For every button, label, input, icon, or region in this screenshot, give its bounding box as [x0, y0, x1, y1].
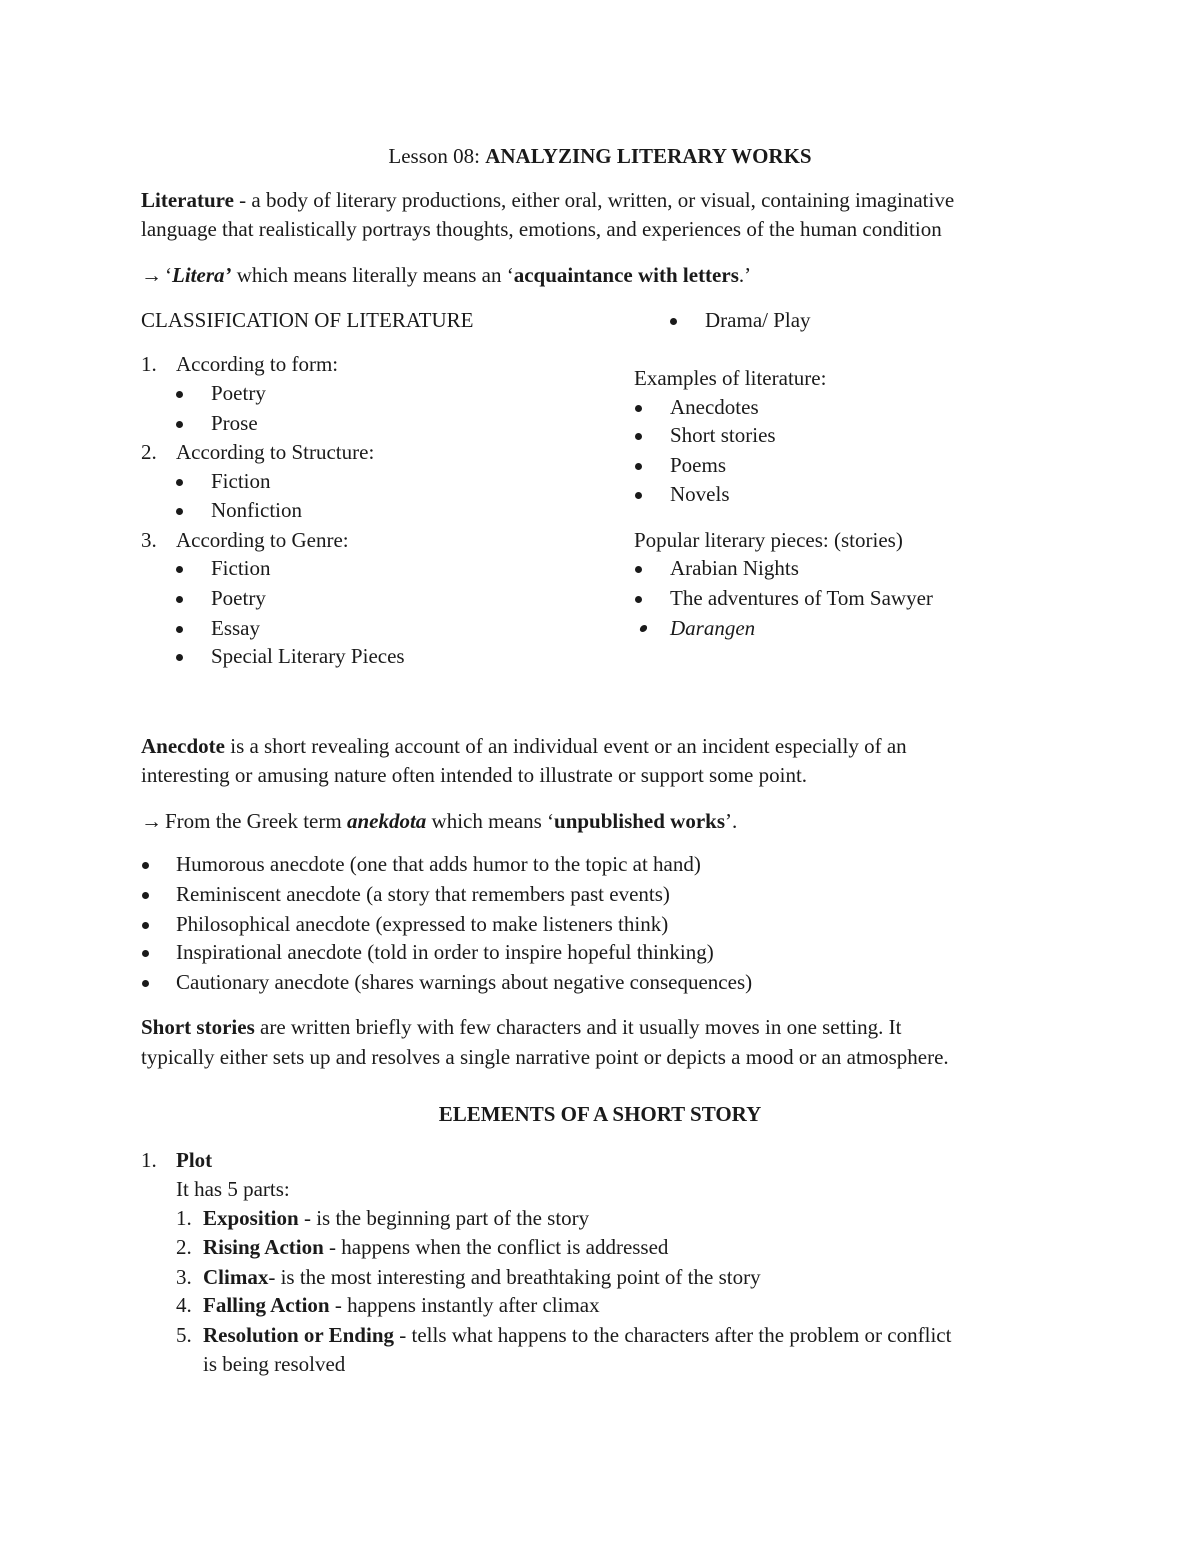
plot-part — [203, 1263, 761, 1292]
bullet-icon — [635, 566, 642, 573]
plot-part-term: Resolution or Ending — [203, 1323, 394, 1347]
right-arrow-icon: → — [141, 263, 162, 287]
bullet-icon — [176, 421, 183, 428]
group-3-label: According to Genre: — [176, 528, 349, 552]
plot-part-term: Falling Action — [203, 1293, 330, 1317]
elements-heading — [0, 1100, 1200, 1129]
bullet-icon — [635, 463, 642, 470]
plot-part-term: Rising Action — [203, 1235, 324, 1259]
plot-part-desc: - happens when the conflict is addressed — [323, 1235, 669, 1259]
title-main: ANALYZING LITERARY WORKS — [485, 144, 812, 168]
anekdota-mid: which means ‘ — [426, 809, 555, 833]
popular-heading: Popular literary pieces: (stories) — [634, 528, 903, 552]
anecdote-type: Philosophical anecdote (expressed to make listeners think) — [176, 912, 669, 936]
litera-open: ‘ — [165, 263, 172, 287]
plot-part-num: 5. — [176, 1323, 192, 1347]
plot-part-desc: - happens instantly after climax — [329, 1293, 600, 1317]
group-1-label: According to form: — [176, 352, 339, 376]
group-3-item: Special Literary Pieces — [211, 644, 405, 668]
examples-item: Novels — [670, 482, 730, 506]
group-3-item: Fiction — [211, 556, 271, 580]
plot-num: 1. — [141, 1148, 157, 1172]
plot-part-desc: - tells what happens to the characters after the problem or conflict — [394, 1323, 952, 1347]
litera-bold: acquaintance with letters — [513, 263, 739, 287]
literature-definition-line1 — [141, 186, 954, 215]
anekdota-end: ’. — [725, 809, 738, 833]
anecdote-type: Inspirational anecdote (told in order to inspire hopeful thinking) — [176, 940, 714, 964]
plot-part-desc: - is the beginning part of the story — [298, 1206, 590, 1230]
page-title — [0, 142, 1200, 171]
bullet-icon — [635, 596, 642, 603]
plot-part-desc: - is the most interesting and breathtaking point of the story — [268, 1265, 761, 1289]
group-2-num: 2. — [141, 440, 157, 464]
anekdota-term: anekdota — [346, 809, 427, 833]
bullet-icon — [142, 922, 149, 929]
plot-part — [203, 1233, 668, 1262]
classification-heading: CLASSIFICATION OF LITERATURE — [141, 308, 474, 332]
bullet-icon — [639, 625, 648, 632]
group-1-item: Prose — [211, 411, 258, 435]
title-prefix: Lesson 08: — [388, 144, 486, 168]
bullet-icon — [176, 596, 183, 603]
anecdote-text1: is a short revealing account of an individual event or an incident especially of an — [224, 734, 907, 758]
group-3-item: Drama/ Play — [705, 308, 811, 332]
plot-part-num: 4. — [176, 1293, 192, 1317]
bullet-icon — [635, 492, 642, 499]
group-2-item: Fiction — [211, 469, 271, 493]
litera-close: .’ — [738, 263, 752, 287]
plot-part-num: 2. — [176, 1235, 192, 1259]
short-stories-line1 — [141, 1013, 1057, 1042]
literature-term: Literature — [141, 188, 234, 212]
bullet-icon — [176, 566, 183, 573]
bullet-icon — [176, 391, 183, 398]
group-1-item: Poetry — [211, 381, 266, 405]
literature-def-text1: - a body of literary productions, either oral, written, or visual, containing imaginative — [233, 188, 955, 212]
plot-intro: It has 5 parts: — [176, 1177, 290, 1201]
plot-part — [203, 1291, 600, 1320]
bullet-icon — [635, 405, 642, 412]
plot-part — [203, 1321, 951, 1350]
bullet-icon — [635, 433, 642, 440]
anecdote-line1 — [141, 732, 1057, 761]
bullet-icon — [176, 479, 183, 486]
literature-definition-line2: language that realistically portrays thoughts, emotions, and experiences of the human condition — [141, 217, 942, 241]
plot-part-num: 1. — [176, 1206, 192, 1230]
popular-item: Arabian Nights — [670, 556, 799, 580]
popular-item: Darangen — [670, 616, 756, 640]
bullet-icon — [142, 862, 149, 869]
bullet-icon — [142, 980, 149, 987]
plot-part — [203, 1204, 589, 1233]
bullet-icon — [176, 508, 183, 515]
group-3-num: 3. — [141, 528, 157, 552]
litera-note — [141, 261, 751, 290]
bullet-icon — [670, 318, 677, 325]
plot-part-continuation: is being resolved — [203, 1352, 346, 1376]
group-3-item: Poetry — [211, 586, 266, 610]
plot-part-term: Climax — [203, 1265, 269, 1289]
short-stories-text1: are written briefly with few characters and it usually moves in one setting. It — [254, 1015, 902, 1039]
anekdota-note — [141, 807, 737, 836]
anekdota-bold: unpublished works — [554, 809, 726, 833]
plot-label — [176, 1146, 212, 1175]
short-stories-line2: typically either sets up and resolves a single narrative point or depicts a mood or an atmosphere. — [141, 1045, 949, 1069]
anecdote-type: Reminiscent anecdote (a story that remembers past events) — [176, 882, 670, 906]
bullet-icon — [142, 892, 149, 899]
litera-mid: which means literally means an ‘ — [231, 263, 514, 287]
elements-heading-text: ELEMENTS OF A SHORT STORY — [438, 1102, 762, 1126]
plot-part-term: Exposition — [203, 1206, 299, 1230]
group-1-num: 1. — [141, 352, 157, 376]
litera-term: Litera’ — [172, 263, 232, 287]
group-3-item: Essay — [211, 616, 260, 640]
bullet-icon — [176, 654, 183, 661]
right-arrow-icon: → — [141, 809, 162, 833]
anecdote-term: Anecdote — [141, 734, 225, 758]
plot-part-num: 3. — [176, 1265, 192, 1289]
plot-label-text: Plot — [176, 1148, 213, 1172]
bullet-icon — [176, 626, 183, 633]
examples-item: Anecdotes — [670, 395, 759, 419]
group-2-label: According to Structure: — [176, 440, 375, 464]
anekdota-pre: From the Greek term — [165, 809, 347, 833]
examples-heading: Examples of literature: — [634, 366, 827, 390]
group-2-item: Nonfiction — [211, 498, 302, 522]
anecdote-type: Cautionary anecdote (shares warnings about negative consequences) — [176, 970, 753, 994]
examples-item: Short stories — [670, 423, 776, 447]
short-stories-term: Short stories — [141, 1015, 255, 1039]
anecdote-type: Humorous anecdote (one that adds humor to the topic at hand) — [176, 852, 701, 876]
examples-item: Poems — [670, 453, 727, 477]
bullet-icon — [142, 950, 149, 957]
anecdote-line2: interesting or amusing nature often intended to illustrate or support some point. — [141, 763, 808, 787]
popular-item: The adventures of Tom Sawyer — [670, 586, 933, 610]
